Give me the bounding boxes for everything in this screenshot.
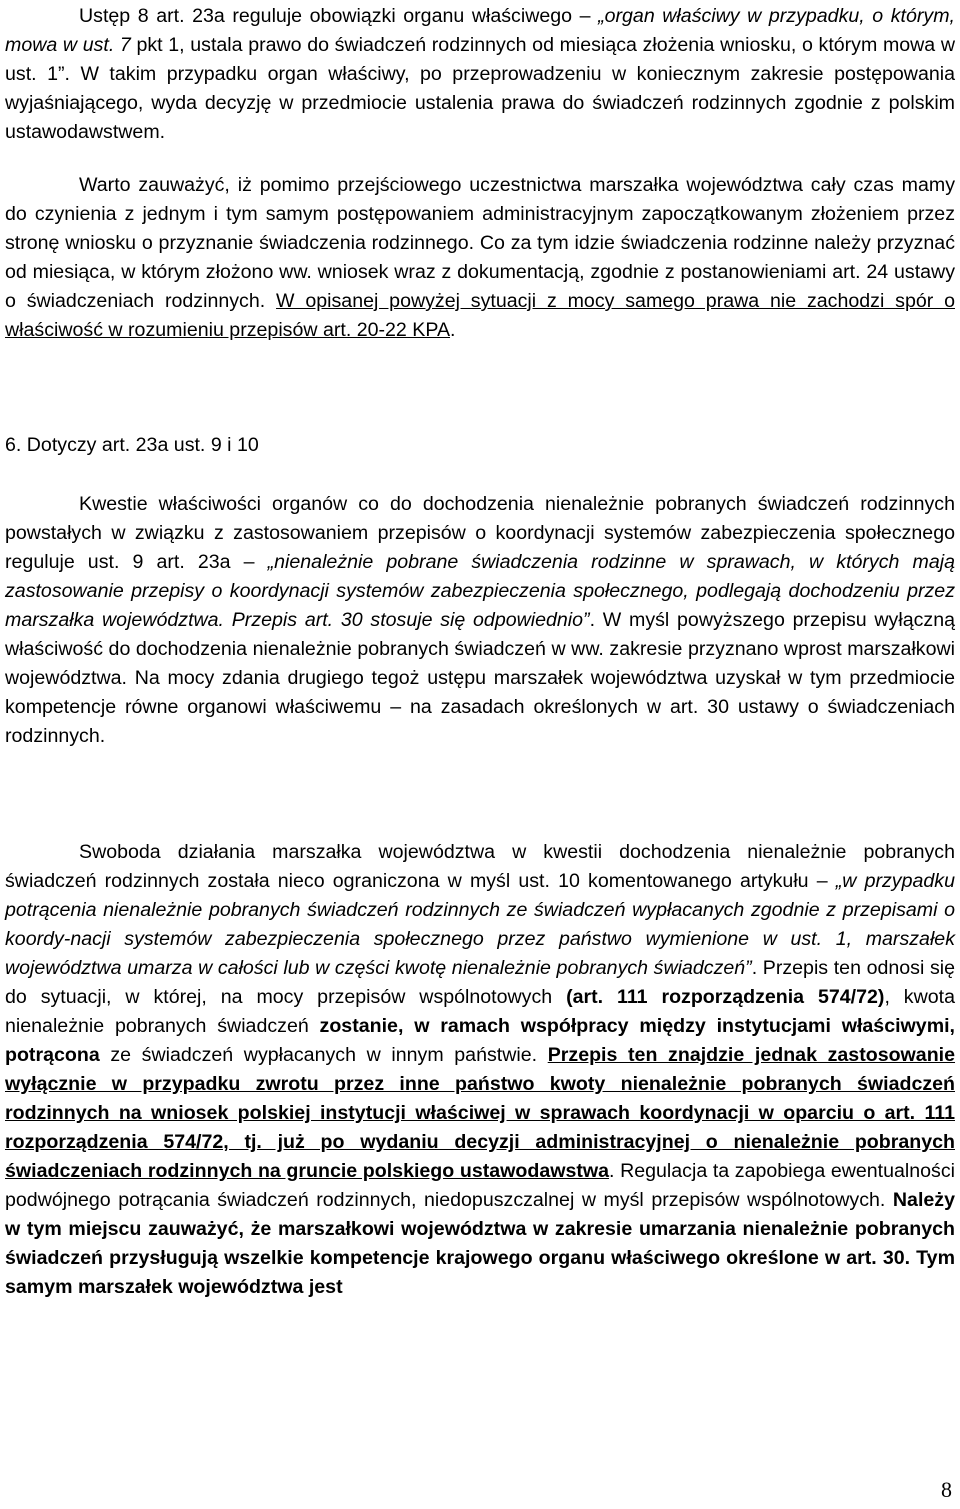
paragraph-ust-9 [5,490,955,751]
text-run: Kwestie właściwości organów co do dochodzenia nienależnie pobranych świadczeń rodzinnych powstałych w związku z zastosowaniem przepisów o koordynacji systemów zabezpieczenia społecznego reguluje ust. 9 art. 23a – [5,493,955,573]
bold-run: (art. 111 rozporządzenia 574/72) [566,986,885,1008]
text-run: , kwota nienależnie pobranych świadczeń [5,986,955,1037]
text-run: . [450,319,456,341]
text-run: pkt 1, ustala prawo do świadczeń rodzinnych od miesiąca złożenia wniosku, o którym mowa w ust. 1”. W takim przypadku organ właściwy, po przeprowadzeniu w koniecznym zakresie postępowania wyjaśniającego, wyda decyzję w przedmiocie ustalenia prawa do świadczeń rodzinnych zgodnie z polskim ustawodawstwem. [5,34,956,143]
bold-underlined-run: Przepis ten znajdzie jednak zastosowanie wyłącznie w przypadku zwrotu przez inne państwo kwoty nienależnie pobranych świadczeń rodzinnych na wniosek polskiej instytucji właściwej w sprawach koordynacji w oparciu o art. 111 rozporządzenia 574/72, tj. już po wydaniu decyzji administracyjnej o nienależnie pobranych świadczeniach rodzinnych na gruncie polskiego ustawodawstwa [5,1044,956,1182]
quote-run: „w przypadku potrącenia nienależnie pobranych świadczeń rodzinnych ze świadczeń wypłacanych zgodnie z przepisami o koordy-nacji systemów zabezpieczenia społecznego przez państwo wymienione w ust. 1, marszałek województwa umarza w całości lub w części kwotę nienależnie pobranych świadczeń” [5,870,955,979]
paragraph-ust-10 [5,838,955,1302]
text-run: Swoboda działania marszałka województwa w kwestii dochodzenia nienależnie pobranych świadczeń rodzinnych została nieco ograniczona w myśl ust. 10 komentowanego artykułu – [5,841,955,892]
text-run: . Regulacja ta zapobiega ewentualności podwójnego potrącania świadczeń rodzinnych, niedopuszczalnej w myśl przepisów wspólnotowych. [5,1160,955,1211]
text-run: ze świadczeń wypłacanych w innym państwie. [99,1044,548,1066]
quote-run: „organ właściwy w przypadku, o którym, mowa w ust. 7 [5,5,955,56]
underlined-run: W opisanej powyżej sytuacji z mocy samego prawa nie zachodzi spór o właściwość w rozumieniu przepisów art. 20-22 KPA [5,290,955,341]
section-heading: 6. Dotyczy art. 23a ust. 9 i 10 [5,434,259,456]
text-run: . Przepis ten odnosi się do sytuacji, w której, na mocy przepisów wspólnotowych [5,957,955,1008]
paragraph-marszalek-participation [5,171,955,345]
text-run: Warto zauważyć, iż pomimo przejściowego uczestnictwa marszałka województwa cały czas mamy do czynienia z jednym i tym samym postępowaniem administracyjnym zapoczątkowanym złożeniem przez stronę wniosku o przyznanie świadczenia rodzinnego. Co za tym idzie świadczenia rodzinne należy przyznać od miesiąca, w którym złożono ww. wniosek wraz z dokumentacją, zgodnie z postanowieniami art. 24 ustawy o świadczeniach rodzinnych. [5,174,955,312]
text-run: . W myśl powyższego przepisu wyłączną właściwość do dochodzenia nienależnie pobranych świadczeń w ww. zakresie przyznano wprost marszałkowi województwa. Na mocy zdania drugiego tegoż ustępu marszałek województwa uzyskał w tym przedmiocie kompetencje równe organowi właściwemu – na zasadach określonych w art. 30 ustawy o świadczeniach rodzinnych. [5,609,955,747]
text-run: Ustęp 8 art. 23a reguluje obowiązki organu właściwego – [79,5,599,27]
paragraph-ust-8 [5,2,955,147]
quote-run: „nienależnie pobrane świadczenia rodzinne w sprawach, w których mają zastosowanie przepisy o koordynacji systemów zabezpieczenia społecznego, podlegają dochodzeniu przez marszałka województwa. Przepis art. 30 stosuje się odpowiednio” [5,551,955,631]
bold-run: zostanie, w ramach współpracy między instytucjami właściwymi, potrącona [5,1015,955,1066]
bold-run: Należy w tym miejscu zauważyć, że marszałkowi województwa w zakresie umarzania nienależnie pobranych świadczeń przysługują wszelkie kompetencje krajowego organu właściwego określone w art. 30. Tym samym marszałek województwa jest [5,1189,955,1298]
page-number: 8 [941,1477,952,1502]
